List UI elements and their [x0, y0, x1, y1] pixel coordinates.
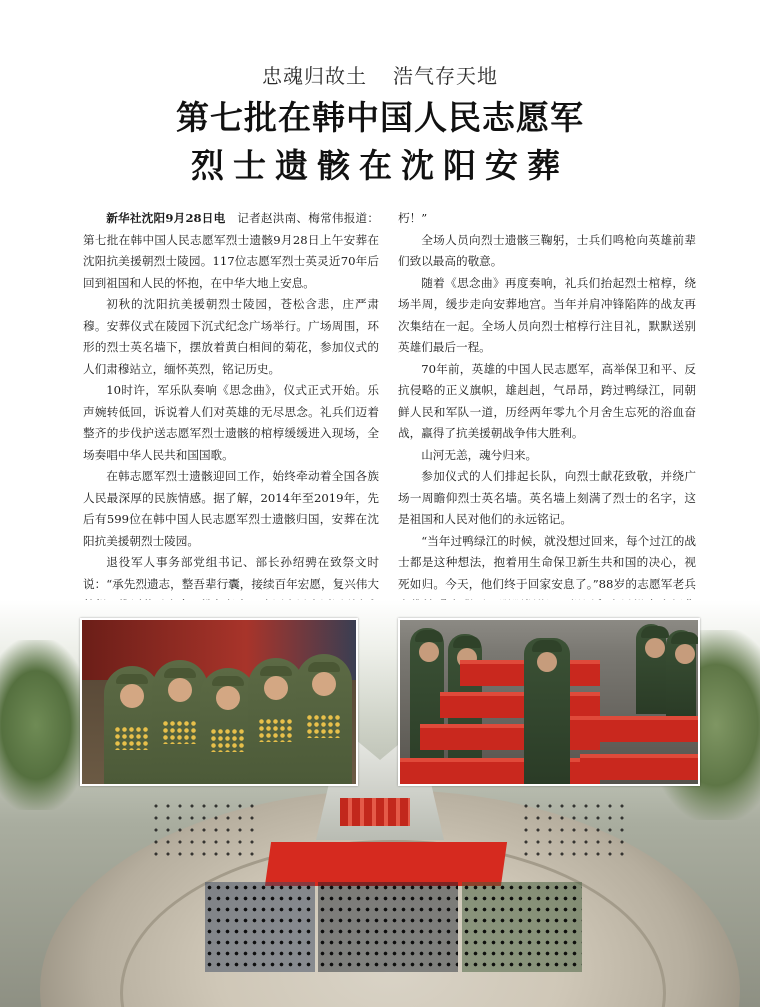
- red-carpet: [265, 842, 507, 886]
- article-right-column: [398, 208, 696, 638]
- veterans-photo: [80, 618, 358, 786]
- soldier-row-right: [666, 630, 696, 716]
- article-paragraph: 初秋的沈阳抗美援朝烈士陵园，苍松含悲，庄严肃穆。安葬仪式在陵园下沉式纪念广场举行。广场周围，环形的烈士英名墙下，摆放着黄白相间的菊花，参加仪式的人们肃穆站立，缅怀英烈，铭记历史。: [83, 297, 379, 376]
- formation-green: [462, 882, 582, 972]
- subtitle-part1: 忠魂归故土: [262, 64, 367, 88]
- coffins-photo: [398, 618, 700, 786]
- paragraph-text: 第七批在韩中国人民志愿军烈士遗骸9月28日上午安葬在沈阳抗美援朝烈士陵园。117位志愿军烈士英灵近70年后回到祖国和人民的怀抱，在中华大地上安息。: [83, 232, 379, 290]
- veteran-figure: [296, 654, 352, 784]
- coffin: [570, 716, 698, 742]
- dateline: 新华社沈阳9月28日电: [106, 211, 226, 225]
- article-left-column: [83, 208, 379, 638]
- byline: 记者赵洪南、梅常伟报道：: [237, 211, 379, 225]
- soldier-line-right: [520, 800, 630, 860]
- article-paragraph: 全场人员向烈士遗骸三鞠躬，士兵们鸣枪向英雄前辈们致以最高的敬意。: [398, 232, 696, 268]
- article-paragraph: 在韩志愿军烈士遗骸迎回工作，始终牵动着全国各族人民最深厚的民族情感。据了解，2014年至2019年，先后有599位在韩中国人民志愿军烈士遗骸归国，安葬在沈阳抗美援朝烈士陵园。: [83, 469, 379, 548]
- coffin: [440, 692, 600, 718]
- honor-guard-soldier: [524, 638, 570, 786]
- article-paragraph: 朽！”: [398, 211, 428, 225]
- paragraph-text: “当年过鸭绿江的时候，就没想过回来，每个过江的战士都是这种想法，抱着用生命保卫新生共和国的决心，视死如归。今天，他们终于回家安息了。”88岁的志愿军老兵: [398, 533, 696, 591]
- article-paragraph: 随着《思念曲》再度奏响，礼兵们抬起烈士棺椁，绕场半周，缓步走向安葬地宫。当年并肩冲锋陷阵的战友再次集结在一起。全场人员向烈士棺椁行注目礼，默默送别英雄们最后一程。: [398, 275, 696, 354]
- soldier-line-left: [150, 800, 260, 860]
- formation-black: [318, 882, 458, 972]
- soldier-row-right: [636, 624, 666, 714]
- article-paragraph: 10时许，军乐队奏响《思念曲》，仪式正式开始。乐声婉转低回，诉说着人们对英雄的无尽思念。礼兵们迈着整齐的步伐护送志愿军烈士遗骸的棺椁缓缓进入现场，全场奏唱中华人民共和国国歌。: [83, 383, 379, 462]
- headline-line1: 第七批在韩中国人民志愿军: [176, 98, 584, 137]
- coffin: [400, 758, 600, 784]
- article-paragraph: 退役军人事务部党组书记、部长孙绍骋在致祭文时说：“承先烈遗志，整吾辈行囊，接续百年宏愿，复兴伟大: [83, 555, 379, 591]
- subtitle: [0, 60, 760, 89]
- article-paragraph: 70年前，英雄的中国人民志愿军，高举保卫和平、反抗侵略的正义旗帜，雄赳赳，气昂昂，跨过鸭绿江，同朝鲜人民和军队一道，历经两年零九个月舍生忘死的浴血奋战，赢得了抗美援朝战争伟大胜利。: [398, 361, 696, 440]
- article-paragraph: [83, 208, 379, 294]
- coffin: [580, 754, 698, 780]
- article-paragraph: 山河无恙，魂兮归来。: [421, 447, 538, 462]
- trees-left: [0, 640, 90, 810]
- formation-navy: [205, 882, 315, 972]
- headline-line2: 烈士遗骸在沈阳安葬: [191, 146, 569, 185]
- subtitle-part2: 浩气存天地: [393, 64, 498, 88]
- flower-wreaths: [340, 798, 410, 826]
- article-paragraph: 参加仪式的人们排起长队，向烈士献花致敬，并绕广场一周瞻仰烈士英名墙。英名墙上刻满了烈士的名字，这是祖国和人民对他们的永远铭记。: [398, 469, 696, 526]
